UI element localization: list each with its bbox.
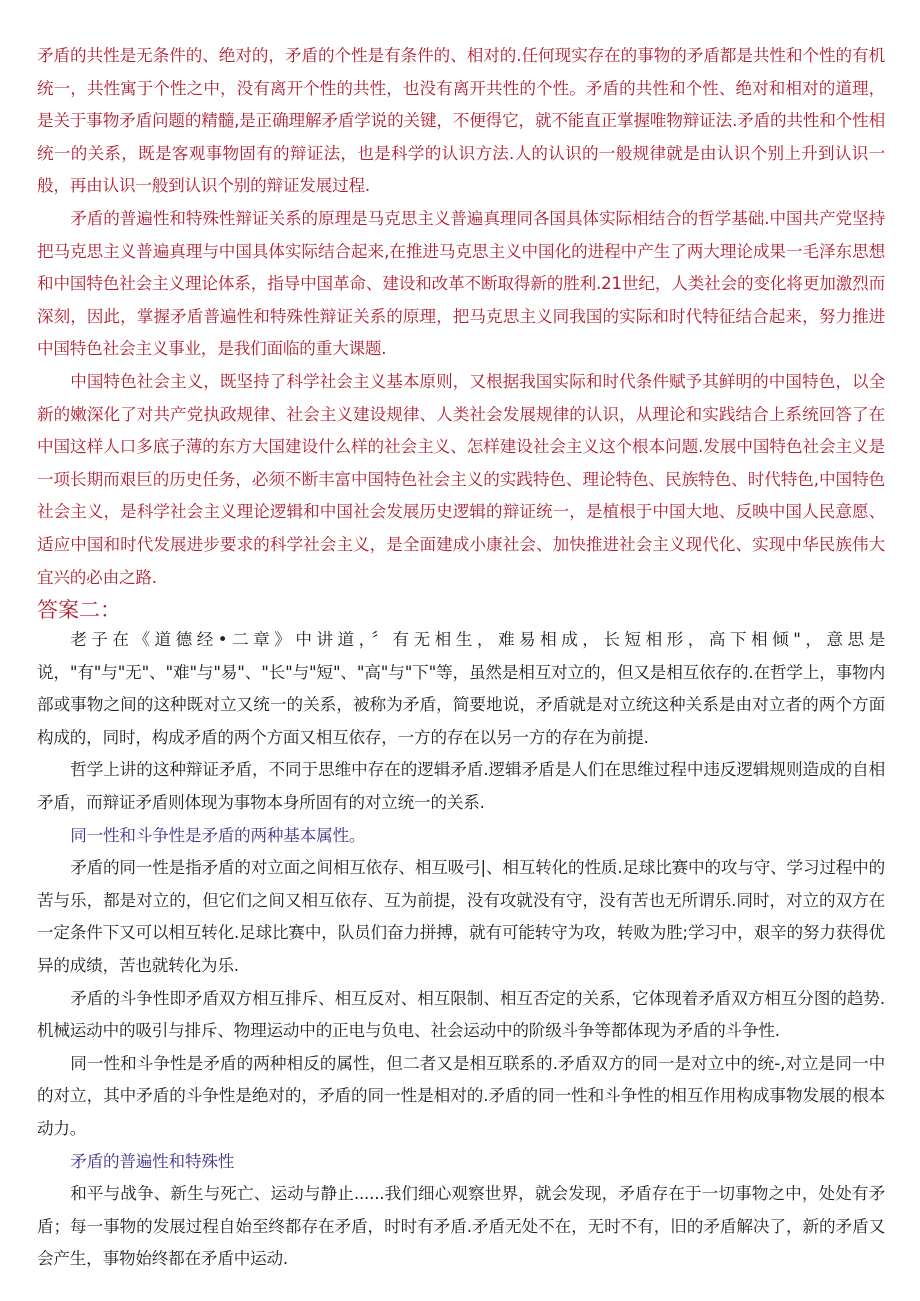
paragraph-identity-and-struggle: 同一性和斗争性是矛盾的两种相反的属性，但二者又是相互联系的.矛盾双方的同一是对立中的统-,对立是同一中的对立，其中矛盾的斗争性是绝对的，矛盾的同一性是相对的.矛盾的同一性和斗争性的相互作用构成事物发展的根本动力。	[37, 1053, 885, 1138]
paragraph-universality-particularity-principle: 矛盾的普遍性和特殊性辩证关系的原理是马克思主义普遍真理同各国具体实际相结合的哲学基础.中国共产党坚持把马克思主义普遍真理与中国具体实际结合起来,在推进马克思主义中国化的进程中产生了两大理论成果一毛泽东思想和中国特色社会主义理论体系，指导中国革命、建设和改革不断取得新的胜利.21世纪，人类社会的变化将更加激烈而深刻，因此，掌握矛盾普遍性和特殊性辩证关系的原理，把马克思主义同我国的实际和时代特征结合起来，努力推进中国特色社会主义事业，是我们面临的重大课题.	[37, 208, 885, 359]
paragraph-contradiction-everywhere: 和平与战争、新生与死亡、运动与静止......我们细心观察世界，就会发现，矛盾存在于一切事物之中，处处有矛盾；每一事物的发展过程自始至终都存在矛盾，时时有矛盾.矛盾无处不在，无时不有，旧的矛盾解决了，新的矛盾又会产生，事物始终都在矛盾中运动.	[37, 1184, 885, 1269]
document-page	[37, 40, 885, 1276]
answer-two-heading: 答案二：	[37, 598, 121, 623]
paragraph-identity: 矛盾的同一性是指矛盾的对立面之间相互依存、相互吸弓|、相互转化的性质.足球比赛中的攻与守、学习过程中的苦与乐，都是对立的，但它们之间又相互依存、互为前提，没有攻就没有守，没有苦也无所谓乐.同时，对立的双方在一定条件下又可以相互转化.足球比赛中，队员们奋力拼搏，就有可能转守为攻，转败为胜;学习中，艰辛的努力获得优异的成绩，苦也就转化为乐.	[37, 858, 885, 976]
paragraph-socialism-chinese-characteristics: 中国特色社会主义，既坚持了科学社会主义基本原则，又根据我国实际和时代条件赋予其鲜明的中国特色，以全新的嫩深化了对共产党执政规律、社会主义建设规律、人类社会发展规律的认识，从理论和实践结合上系统回答了在中国这样人口多底子薄的东方大国建设什么样的社会主义、怎样建设社会主义这个根本问题.发展中国特色社会主义是一项长期而艰巨的历史任务，必须不断丰富中国特色社会主义的实践特色、理论特色、民族特色、时代特色,中国特色社会主义，是科学社会主义理论逻辑和中国社会发展历史逻辑的辩证统一，是植根于中国大地、反映中国人民意愿、适应中国和时代发展进步要求的科学社会主义，是全面建成小康社会、加快推进社会主义现代化、实现中华民族伟大宜兴的必由之路.	[37, 371, 885, 587]
paragraph-struggle: 矛盾的斗争性即矛盾双方相互排斥、相互反对、相互限制、相互否定的关系，它体现着矛盾双方相互分图的趋势.机械运动中的吸引与排斥、物理运动中的正电与负电、社会运动中的阶级斗争等都体现为矛盾的斗争性.	[37, 988, 885, 1041]
subheading-universality-particularity: 矛盾的普遍性和特殊性	[70, 1151, 235, 1171]
paragraph-dialectical-contradiction: 哲学上讲的这种辩证矛盾，不同于思维中存在的逻辑矛盾.逻辑矛盾是人们在思维过程中违反逻辑规则造成的自相矛盾，而辩证矛盾则体现为事物本身所固有的对立统一的关系.	[37, 760, 885, 813]
paragraph-laozi-quote: 老子在《道德经•二章》中讲道，〞有无相生，难易相成，长短相形，高下相倾"，意思是说，"有"与"无"、"难"与"易"、"长"与"短"、"高"与"下"等，虽然是相互对立的，但又是相互依存的.在哲学上，事物内部或事物之间的这种既对立又统一的关系，被称为矛盾，简要地说，矛盾就是对立统这种关系是由对立者的两个方面构成的，同时，构成矛盾的两个方面又相互依存，一方的存在以另一方的存在为前提.	[37, 630, 885, 747]
paragraph-commonality-individuality: 矛盾的共性是无条件的、绝对的，矛盾的个性是有条件的、相对的.任何现实存在的事物的矛盾都是共性和个性的有机统一，共性寓于个性之中，没有离开个性的共性，也没有离开共性的个性。矛盾的共性和个性、绝对和相对的道理，是关于事物矛盾问题的精髓,是正确理解矛盾学说的关键，不便得它，就不能直正掌握唯物辩证法.矛盾的共性和个性相统一的关系，既是客观事物固有的辩证法，也是科学的认识方法.人的认识的一般规律就是由认识个别上升到认识一般，再由认识一般到认识个别的辩证发展过程.	[37, 46, 885, 196]
subheading-identity-struggle: 同一性和斗争性是矛盾的两种基本属性。	[70, 825, 366, 845]
